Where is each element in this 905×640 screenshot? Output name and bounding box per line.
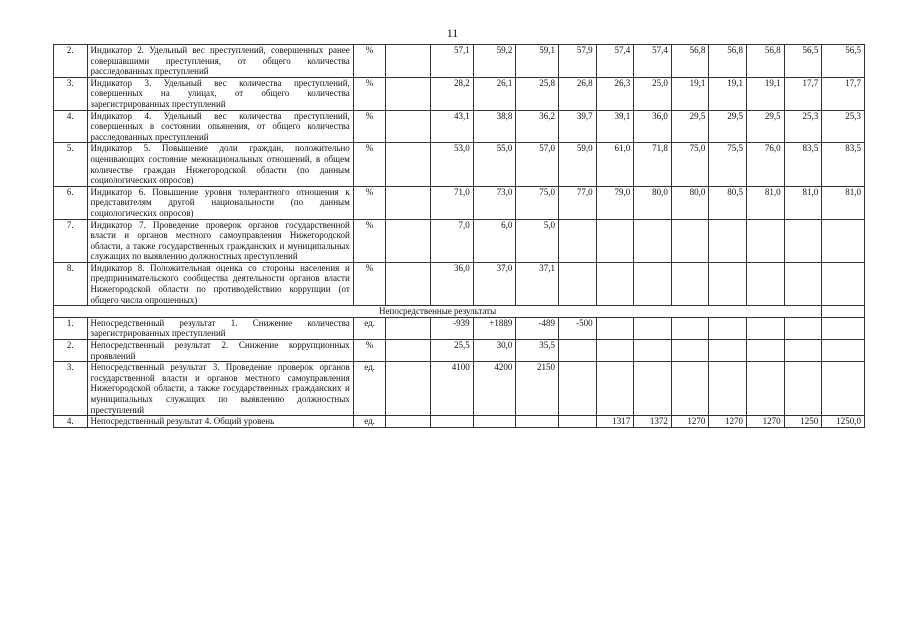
value-cell [709, 219, 747, 262]
value-cell: 83,5 [822, 143, 865, 186]
value-cell [386, 186, 431, 219]
value-cell: 36,0 [431, 262, 474, 305]
value-cell: 19,1 [747, 77, 785, 110]
page-number: 11 [446, 26, 459, 40]
value-cell: 4100 [431, 362, 474, 416]
value-cell: 55,0 [473, 143, 516, 186]
value-cell: 81,0 [784, 186, 822, 219]
value-cell [747, 219, 785, 262]
value-cell [516, 416, 559, 428]
value-cell [634, 362, 672, 416]
value-cell [634, 219, 672, 262]
value-cell [634, 317, 672, 339]
value-cell: 71,0 [431, 186, 474, 219]
value-cell: 43,1 [431, 110, 474, 143]
indicator-text: Индикатор 7. Проведение проверок органов государственной власти и органов местного самоуправления Нижегородской области, а также государственных гражданских и муниципальных служащих по выявлению должностных преступлений [87, 219, 353, 262]
value-cell: 28,2 [431, 77, 474, 110]
value-cell: 53,0 [431, 143, 474, 186]
table-row [54, 262, 865, 305]
unit-cell: ед. [353, 362, 386, 416]
value-cell [386, 340, 431, 362]
value-cell: 80,0 [634, 186, 672, 219]
value-cell: -939 [431, 317, 474, 339]
value-cell: 73,0 [473, 186, 516, 219]
value-cell [822, 219, 865, 262]
row-number: 3. [54, 77, 88, 110]
value-cell: 1270 [709, 416, 747, 428]
unit-cell: % [353, 262, 386, 305]
value-cell [671, 362, 709, 416]
value-cell [822, 362, 865, 416]
value-cell: 25,3 [784, 110, 822, 143]
value-cell [671, 262, 709, 305]
unit-cell: ед. [353, 317, 386, 339]
value-cell: 36,2 [516, 110, 559, 143]
row-number: 8. [54, 262, 88, 305]
value-cell: 57,1 [431, 45, 474, 78]
value-cell [784, 219, 822, 262]
unit-cell: % [353, 143, 386, 186]
row-number: 7. [54, 219, 88, 262]
value-cell: 26,3 [596, 77, 634, 110]
value-cell: -489 [516, 317, 559, 339]
indicator-text: Индикатор 3. Удельный вес количества преступлений, совершенных на улицах, от общего количества зарегистрированных преступлений [87, 77, 353, 110]
value-cell: 36,0 [634, 110, 672, 143]
value-cell: 71,8 [634, 143, 672, 186]
value-cell: 83,5 [784, 143, 822, 186]
value-cell: 75,0 [516, 186, 559, 219]
value-cell: 75,5 [709, 143, 747, 186]
value-cell [596, 219, 634, 262]
value-cell [386, 143, 431, 186]
value-cell [671, 219, 709, 262]
value-cell [596, 340, 634, 362]
row-number: 3. [54, 362, 88, 416]
value-cell [559, 340, 597, 362]
row-number: 1. [54, 317, 88, 339]
value-cell [747, 340, 785, 362]
value-cell [709, 362, 747, 416]
value-cell [822, 262, 865, 305]
row-number: 2. [54, 45, 88, 78]
table-row [54, 317, 865, 339]
value-cell: 35,5 [516, 340, 559, 362]
indicator-text: Индикатор 2. Удельный вес преступлений, совершенных ранее совершавшими преступления, от общего количества расследованных преступлений [87, 45, 353, 78]
value-cell: 59,2 [473, 45, 516, 78]
table-row [54, 362, 865, 416]
value-cell [559, 416, 597, 428]
value-cell [386, 45, 431, 78]
indicator-text: Индикатор 5. Повышение доли граждан, положительно оценивающих состояние межнациональных отношений, в общем количестве граждан Нижегородской области (по данным социологических опросов) [87, 143, 353, 186]
value-cell [671, 317, 709, 339]
table-row [54, 77, 865, 110]
value-cell: 76,0 [747, 143, 785, 186]
value-cell: 81,0 [747, 186, 785, 219]
value-cell: 25,3 [822, 110, 865, 143]
value-cell [709, 340, 747, 362]
indicator-text: Индикатор 8. Положительная оценка со стороны населения и предпринимательского сообщества деятельности органов власти Нижегородской области по противодействию коррупции (от общего числа опрошенных) [87, 262, 353, 305]
row-number: 4. [54, 110, 88, 143]
value-cell: 2150 [516, 362, 559, 416]
value-cell: 1250,0 [822, 416, 865, 428]
unit-cell: % [353, 219, 386, 262]
table-row [54, 416, 865, 428]
value-cell [709, 317, 747, 339]
value-cell: 1250 [784, 416, 822, 428]
value-cell [431, 416, 474, 428]
indicators-table [53, 44, 865, 428]
value-cell [634, 262, 672, 305]
value-cell [386, 416, 431, 428]
value-cell: 56,8 [709, 45, 747, 78]
value-cell [596, 317, 634, 339]
section-row [54, 306, 865, 318]
value-cell: 38,8 [473, 110, 516, 143]
value-cell [386, 317, 431, 339]
unit-cell: ед. [353, 416, 386, 428]
value-cell [822, 340, 865, 362]
indicator-text: Непосредственный результат 2. Снижение коррупционных проявлений [87, 340, 353, 362]
indicator-text: Непосредственный результат 1. Снижение количества зарегистрированных преступлений [87, 317, 353, 339]
value-cell: 30,0 [473, 340, 516, 362]
value-cell: -500 [559, 317, 597, 339]
value-cell: 26,1 [473, 77, 516, 110]
value-cell: 7,0 [431, 219, 474, 262]
value-cell [784, 262, 822, 305]
value-cell [747, 362, 785, 416]
value-cell: 56,8 [747, 45, 785, 78]
value-cell: 1317 [596, 416, 634, 428]
value-cell [784, 362, 822, 416]
unit-cell: % [353, 110, 386, 143]
indicator-text: Непосредственный результат 3. Проведение проверок органов государственной власти и органов местного самоуправления Нижегородской области, а также государственных гражданских и муниципальных служащих по выявлению должностных преступлений [87, 362, 353, 416]
value-cell: 29,5 [671, 110, 709, 143]
section-empty-cell [822, 306, 865, 318]
value-cell [386, 219, 431, 262]
value-cell [386, 362, 431, 416]
table-row [54, 143, 865, 186]
value-cell: 4200 [473, 362, 516, 416]
value-cell: 77,0 [559, 186, 597, 219]
value-cell: 57,4 [634, 45, 672, 78]
value-cell: 26,8 [559, 77, 597, 110]
value-cell: 17,7 [784, 77, 822, 110]
value-cell: 6,0 [473, 219, 516, 262]
value-cell: 80,5 [709, 186, 747, 219]
value-cell [386, 110, 431, 143]
indicator-text: Индикатор 6. Повышение уровня толерантного отношения к представителям другой национальности (по данным социологических опросов) [87, 186, 353, 219]
section-title: Непосредственные результаты [54, 306, 822, 318]
value-cell: 39,7 [559, 110, 597, 143]
value-cell [473, 416, 516, 428]
unit-cell: % [353, 45, 386, 78]
value-cell [596, 362, 634, 416]
table-row [54, 340, 865, 362]
value-cell [822, 317, 865, 339]
value-cell: 79,0 [596, 186, 634, 219]
value-cell: 56,5 [784, 45, 822, 78]
row-number: 4. [54, 416, 88, 428]
indicator-text: Индикатор 4. Удельный вес количества преступлений, совершенных в состоянии опьянения, от общего количества расследованных преступлений [87, 110, 353, 143]
value-cell: 57,9 [559, 45, 597, 78]
value-cell: 25,8 [516, 77, 559, 110]
value-cell: 37,1 [516, 262, 559, 305]
value-cell: 17,7 [822, 77, 865, 110]
value-cell [747, 262, 785, 305]
value-cell [709, 262, 747, 305]
value-cell: 1270 [671, 416, 709, 428]
value-cell: 37,0 [473, 262, 516, 305]
value-cell [559, 262, 597, 305]
value-cell: 29,5 [747, 110, 785, 143]
table-row [54, 186, 865, 219]
value-cell: 80,0 [671, 186, 709, 219]
value-cell: 5,0 [516, 219, 559, 262]
value-cell [596, 262, 634, 305]
unit-cell: % [353, 340, 386, 362]
value-cell: 29,5 [709, 110, 747, 143]
value-cell: 57,4 [596, 45, 634, 78]
value-cell [747, 317, 785, 339]
value-cell: 1270 [747, 416, 785, 428]
value-cell: 19,1 [709, 77, 747, 110]
value-cell: 61,0 [596, 143, 634, 186]
row-number: 2. [54, 340, 88, 362]
value-cell: 81,0 [822, 186, 865, 219]
value-cell: 59,1 [516, 45, 559, 78]
table-row [54, 219, 865, 262]
value-cell: 56,8 [671, 45, 709, 78]
value-cell: 19,1 [671, 77, 709, 110]
value-cell: 25,5 [431, 340, 474, 362]
indicator-text: Непосредственный результат 4. Общий уровень [87, 416, 353, 428]
value-cell: 59,0 [559, 143, 597, 186]
value-cell: 75,0 [671, 143, 709, 186]
row-number: 5. [54, 143, 88, 186]
value-cell [784, 317, 822, 339]
table-row [54, 110, 865, 143]
value-cell [559, 362, 597, 416]
value-cell [386, 262, 431, 305]
value-cell [671, 340, 709, 362]
value-cell: 39,1 [596, 110, 634, 143]
row-number: 6. [54, 186, 88, 219]
value-cell [784, 340, 822, 362]
value-cell [559, 219, 597, 262]
value-cell [386, 77, 431, 110]
value-cell: 1372 [634, 416, 672, 428]
value-cell: 56,5 [822, 45, 865, 78]
value-cell: +1889 [473, 317, 516, 339]
value-cell: 57,0 [516, 143, 559, 186]
unit-cell: % [353, 77, 386, 110]
value-cell [634, 340, 672, 362]
unit-cell: % [353, 186, 386, 219]
table-row [54, 45, 865, 78]
value-cell: 25,0 [634, 77, 672, 110]
